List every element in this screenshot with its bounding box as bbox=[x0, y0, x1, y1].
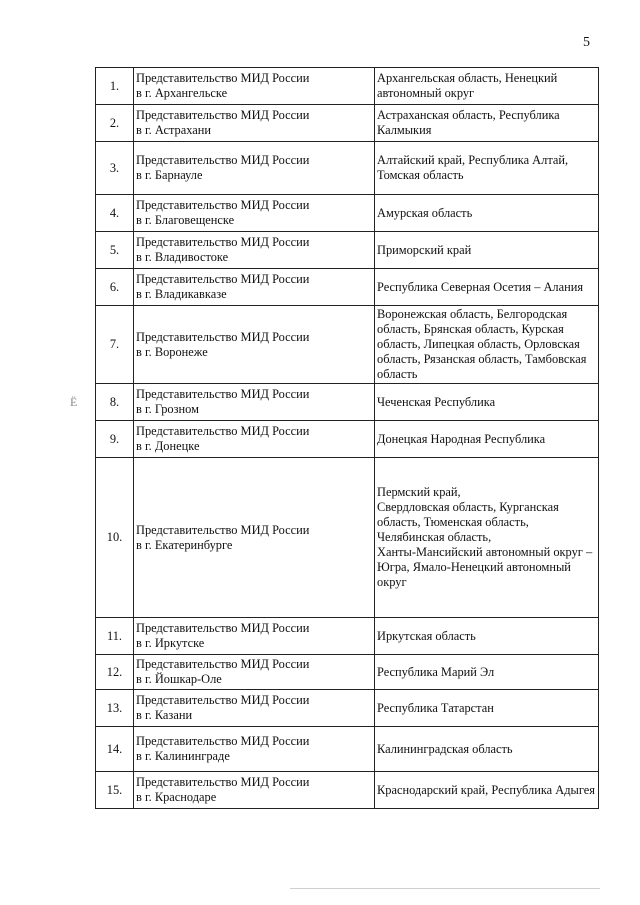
region-line: Пермский край, bbox=[377, 485, 461, 499]
region-line: Амурская область bbox=[377, 205, 473, 220]
table-row bbox=[96, 105, 599, 142]
row-number: 13. bbox=[96, 690, 134, 727]
row-number: 8. bbox=[96, 384, 134, 421]
row-number: 7. bbox=[96, 306, 134, 384]
region-cell bbox=[375, 690, 599, 727]
region-line: Чеченская Республика bbox=[377, 394, 496, 409]
office-line: в г. Астрахани bbox=[136, 123, 212, 137]
table-row bbox=[96, 195, 599, 232]
office-cell bbox=[134, 655, 375, 690]
office-line: Представительство МИД России bbox=[136, 329, 310, 344]
office-cell bbox=[134, 142, 375, 195]
table-row bbox=[96, 618, 599, 655]
row-number: 2. bbox=[96, 105, 134, 142]
office-line: Представительство МИД России bbox=[136, 108, 310, 122]
region-line: Республика Марий Эл bbox=[377, 664, 495, 679]
office-line: Представительство МИД России bbox=[136, 235, 310, 249]
office-cell bbox=[134, 727, 375, 772]
row-number: 6. bbox=[96, 269, 134, 306]
region-line: Челябинская область, bbox=[377, 530, 492, 544]
region-line: Приморский край bbox=[377, 242, 472, 257]
office-line: в г. Барнауле bbox=[136, 168, 203, 182]
row-number: 3. bbox=[96, 142, 134, 195]
region-cell bbox=[375, 727, 599, 772]
table-row bbox=[96, 655, 599, 690]
table-row bbox=[96, 458, 599, 618]
office-cell bbox=[134, 68, 375, 105]
office-line: Представительство МИД России bbox=[136, 71, 310, 85]
office-line: Представительство МИД России bbox=[136, 153, 310, 167]
row-number: 10. bbox=[96, 458, 134, 618]
row-number: 15. bbox=[96, 772, 134, 809]
office-cell bbox=[134, 421, 375, 458]
office-line: в г. Воронеже bbox=[136, 344, 208, 359]
row-number: 5. bbox=[96, 232, 134, 269]
office-line: в г. Краснодаре bbox=[136, 790, 217, 804]
row-number: 11. bbox=[96, 618, 134, 655]
office-cell bbox=[134, 306, 375, 384]
office-line: в г. Иркутске bbox=[136, 636, 205, 650]
office-line: в г. Йошкар-Оле bbox=[136, 672, 222, 686]
page-number: 5 bbox=[583, 35, 590, 50]
row-number: 12. bbox=[96, 655, 134, 690]
office-line: в г. Владивостоке bbox=[136, 250, 229, 264]
table-row bbox=[96, 772, 599, 809]
table-row bbox=[96, 142, 599, 195]
office-cell bbox=[134, 105, 375, 142]
office-line: в г. Благовещенске bbox=[136, 213, 235, 227]
region-line: Алтайский край, Республика Алтай, Томская область bbox=[377, 153, 569, 182]
region-line: Донецкая Народная Республика bbox=[377, 431, 546, 446]
office-line: Представительство МИД России bbox=[136, 693, 310, 707]
office-line: Представительство МИД России bbox=[136, 621, 310, 635]
office-cell bbox=[134, 232, 375, 269]
table-body bbox=[96, 68, 599, 809]
representations-table bbox=[95, 67, 599, 809]
bottom-rule bbox=[290, 888, 600, 889]
region-cell bbox=[375, 195, 599, 232]
region-cell bbox=[375, 772, 599, 809]
office-cell bbox=[134, 195, 375, 232]
region-line: Калининградская область bbox=[377, 741, 513, 756]
region-line: Архангельская область, Ненецкий автономный округ bbox=[377, 71, 558, 100]
table-row bbox=[96, 68, 599, 105]
office-cell bbox=[134, 458, 375, 618]
office-line: Представительство МИД России bbox=[136, 657, 310, 671]
region-cell bbox=[375, 269, 599, 306]
region-cell bbox=[375, 105, 599, 142]
region-line: Республика Татарстан bbox=[377, 700, 494, 715]
table-row bbox=[96, 269, 599, 306]
office-cell bbox=[134, 269, 375, 306]
row-number: 1. bbox=[96, 68, 134, 105]
office-line: в г. Грозном bbox=[136, 402, 199, 416]
office-cell bbox=[134, 384, 375, 421]
region-line: Воронежская область, Белгородская область, Брянская область, Курская область, Липецкая область, Орловская область, Рязанская область, Тамбовская область bbox=[377, 307, 587, 381]
office-line: в г. Владикавказе bbox=[136, 287, 227, 301]
region-cell bbox=[375, 421, 599, 458]
office-line: Представительство МИД России bbox=[136, 775, 310, 789]
office-line: Представительство МИД России bbox=[136, 522, 310, 537]
office-line: в г. Донецке bbox=[136, 439, 200, 453]
region-cell bbox=[375, 68, 599, 105]
office-line: Представительство МИД России bbox=[136, 424, 310, 438]
region-cell bbox=[375, 142, 599, 195]
office-line: в г. Калининграде bbox=[136, 749, 230, 763]
region-line: Астраханская область, Республика Калмыкия bbox=[377, 108, 560, 137]
margin-mark: Ё bbox=[70, 395, 78, 409]
office-cell bbox=[134, 690, 375, 727]
table-row bbox=[96, 306, 599, 384]
office-cell bbox=[134, 772, 375, 809]
office-line: в г. Екатеринбурге bbox=[136, 537, 233, 552]
row-number: 14. bbox=[96, 727, 134, 772]
region-cell bbox=[375, 655, 599, 690]
table-row bbox=[96, 727, 599, 772]
region-line: Республика Северная Осетия – Алания bbox=[377, 279, 584, 294]
region-cell bbox=[375, 458, 599, 618]
region-line: Иркутская область bbox=[377, 628, 476, 643]
row-number: 9. bbox=[96, 421, 134, 458]
table-row bbox=[96, 384, 599, 421]
office-line: в г. Архангельске bbox=[136, 86, 228, 100]
row-number: 4. bbox=[96, 195, 134, 232]
office-line: Представительство МИД России bbox=[136, 198, 310, 212]
office-cell bbox=[134, 618, 375, 655]
region-line: Краснодарский край, Республика Адыгея bbox=[377, 782, 595, 797]
region-line: Ханты-Мансийский автономный округ – Югра, Ямало-Ненецкий автономный округ bbox=[377, 545, 593, 589]
table-row bbox=[96, 421, 599, 458]
region-cell bbox=[375, 232, 599, 269]
office-line: Представительство МИД России bbox=[136, 387, 310, 401]
table-row bbox=[96, 232, 599, 269]
region-cell bbox=[375, 618, 599, 655]
region-cell bbox=[375, 306, 599, 384]
office-line: в г. Казани bbox=[136, 708, 193, 722]
region-line: Свердловская область, Курганская область, Тюменская область, bbox=[377, 500, 559, 529]
table-row bbox=[96, 690, 599, 727]
office-line: Представительство МИД России bbox=[136, 272, 310, 286]
office-line: Представительство МИД России bbox=[136, 734, 310, 748]
region-cell bbox=[375, 384, 599, 421]
